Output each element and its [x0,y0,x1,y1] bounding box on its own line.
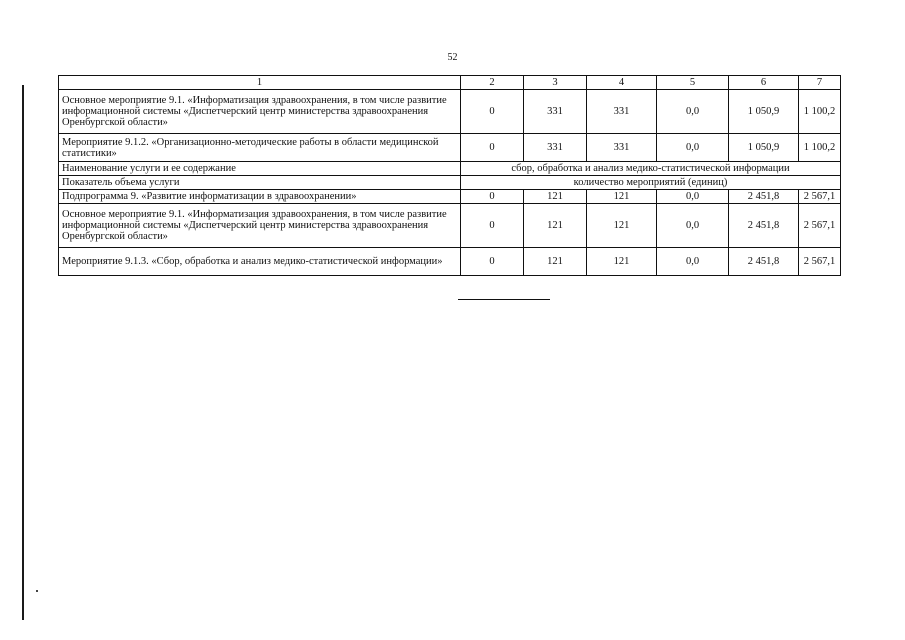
row-value: 0,0 [657,134,729,162]
column-header: 4 [587,76,657,90]
column-header: 6 [729,76,799,90]
column-header: 3 [524,76,587,90]
scan-speck [36,590,38,592]
row-value: 0,0 [657,248,729,276]
row-value: 0,0 [657,204,729,248]
row-value: 331 [587,90,657,134]
row-name: Основное мероприятие 9.1. «Информатизация здравоохранения, в том числе развитие информационной системы «Диспетчерский центр министерства здравоохранения Оренбургской области» [59,90,461,134]
row-name: Мероприятие 9.1.2. «Организационно-методические работы в области медицинской статистики» [59,134,461,162]
row-value: 0 [461,190,524,204]
table-row [59,190,841,204]
row-name: Основное мероприятие 9.1. «Информатизация здравоохранения, в том числе развитие информационной системы «Диспетчерский центр министерства здравоохранения Оренбургской области» [59,204,461,248]
scan-edge-shadow [22,85,24,620]
table-row [59,248,841,276]
row-value: 0,0 [657,90,729,134]
row-value: 1 100,2 [799,90,841,134]
volume-indicator: количество мероприятий (единиц) [461,176,841,190]
row-value: 2 451,8 [729,248,799,276]
row-value: 121 [524,248,587,276]
budget-table [58,75,841,276]
table-row-span [59,176,841,190]
row-value: 0 [461,204,524,248]
table-header-row [59,76,841,90]
column-header: 1 [59,76,461,90]
row-value: 2 567,1 [799,248,841,276]
row-value: 121 [524,190,587,204]
row-value: 1 100,2 [799,134,841,162]
row-name: Подпрограмма 9. «Развитие информатизации в здравоохранении» [59,190,461,204]
row-value: 331 [524,134,587,162]
page-number: 52 [447,52,458,63]
row-name: Показатель объема услуги [59,176,461,190]
closing-rule [458,299,550,300]
column-header: 2 [461,76,524,90]
table-row [59,90,841,134]
row-value: 1 050,9 [729,90,799,134]
row-value: 1 050,9 [729,134,799,162]
service-description: сбор, обработка и анализ медико-статистической информации [461,162,841,176]
row-value: 0 [461,134,524,162]
row-value: 121 [587,248,657,276]
row-value: 0 [461,248,524,276]
row-value: 121 [587,190,657,204]
row-value: 2 451,8 [729,190,799,204]
row-value: 331 [587,134,657,162]
table-row [59,204,841,248]
column-header: 5 [657,76,729,90]
row-value: 2 451,8 [729,204,799,248]
row-name: Мероприятие 9.1.3. «Сбор, обработка и анализ медико-статистической информации» [59,248,461,276]
column-header: 7 [799,76,841,90]
row-value: 0,0 [657,190,729,204]
row-value: 121 [587,204,657,248]
row-value: 331 [524,90,587,134]
row-name: Наименование услуги и ее содержание [59,162,461,176]
row-value: 121 [524,204,587,248]
table-row-span [59,162,841,176]
row-value: 2 567,1 [799,204,841,248]
row-value: 0 [461,90,524,134]
row-value: 2 567,1 [799,190,841,204]
table-row [59,134,841,162]
